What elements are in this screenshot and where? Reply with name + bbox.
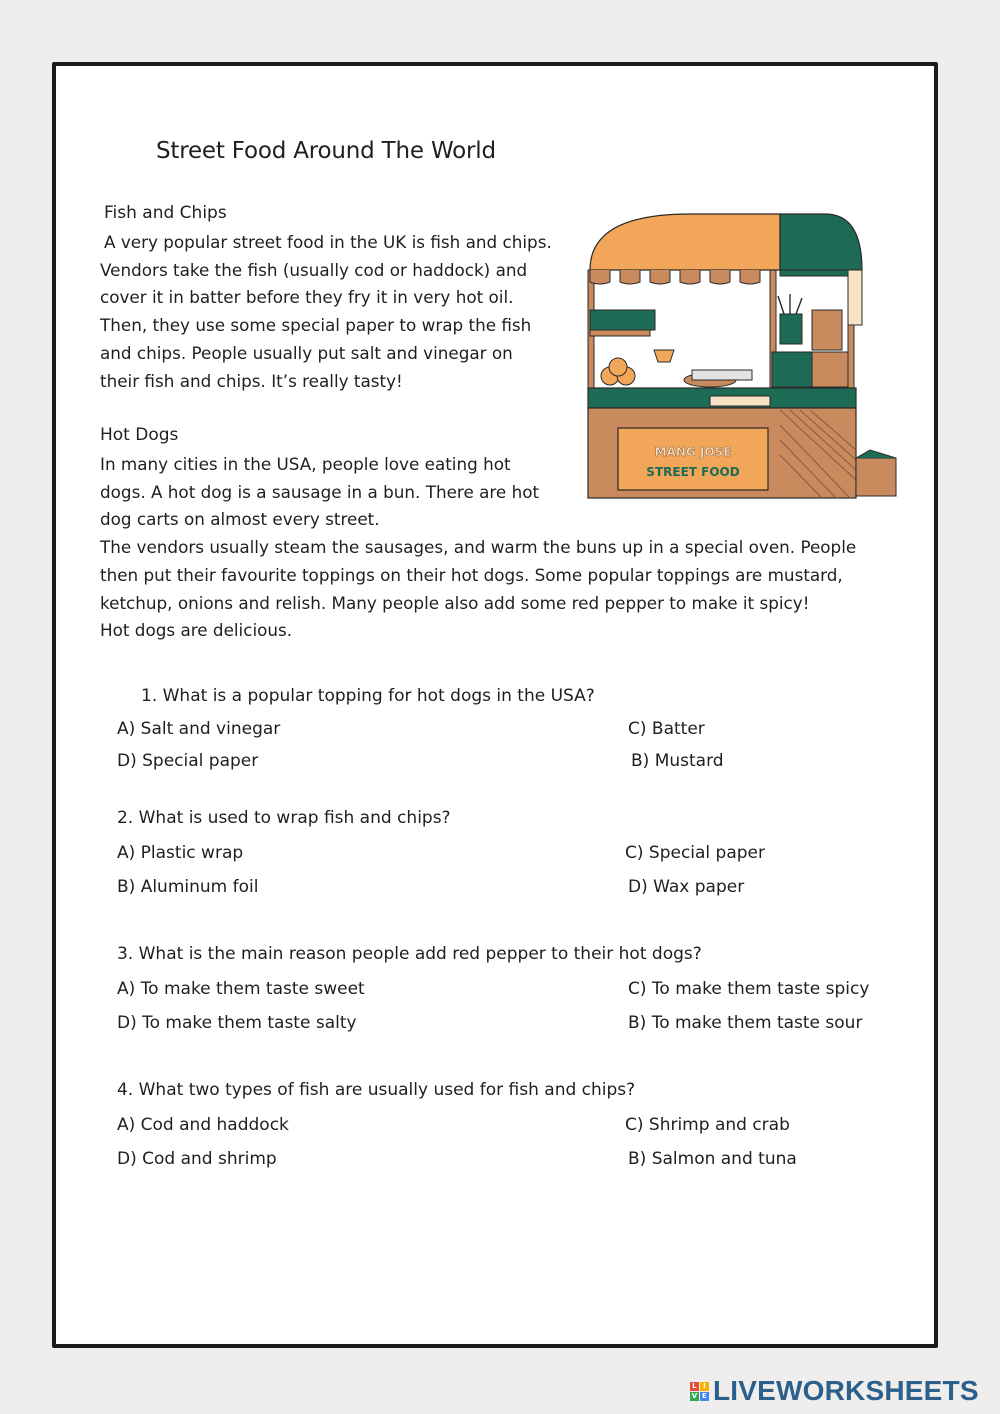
liveworksheets-logo[interactable]	[690, 1376, 979, 1406]
food-tray	[692, 370, 752, 380]
shelf-board	[590, 330, 650, 336]
question-3: 3. What is the main reason people add red pepper to their hot dogs?	[117, 944, 702, 964]
logo-letter: I	[700, 1382, 709, 1391]
container-green	[772, 352, 812, 387]
answer-option[interactable]: D) Special paper	[117, 751, 259, 771]
awning-green	[780, 214, 862, 270]
section-heading-hot-dogs: Hot Dogs	[100, 425, 179, 445]
hanging-basket	[654, 350, 674, 362]
crate	[856, 458, 896, 496]
hanging-menu	[848, 270, 862, 325]
paragraph-line: ketchup, onions and relish. Many people also add some red pepper to make it spicy!	[100, 592, 810, 613]
section-heading-fish-and-chips: Fish and Chips	[104, 203, 227, 223]
answer-option[interactable]: B) Salmon and tuna	[628, 1149, 797, 1169]
paragraph-line: Vendors take the fish (usually cod or haddock) and	[100, 259, 528, 280]
paragraph-line: their fish and chips. It’s really tasty!	[100, 370, 403, 391]
paragraph-line: dogs. A hot dog is a sausage in a bun. There are hot	[100, 481, 540, 502]
answer-option[interactable]: A) To make them taste sweet	[117, 979, 365, 999]
answer-option[interactable]: A) Cod and haddock	[117, 1115, 289, 1135]
street-food-stall-illustration	[580, 210, 900, 520]
stall-sign	[618, 428, 768, 490]
answer-option[interactable]: C) To make them taste spicy	[628, 979, 870, 999]
answer-option[interactable]: D) Cod and shrimp	[117, 1149, 277, 1169]
awning-orange	[590, 214, 780, 270]
fish-and-chips-paragraph	[100, 229, 580, 395]
question-4: 4. What two types of fish are usually used for fish and chips?	[117, 1080, 636, 1100]
logo-letter: E	[700, 1392, 709, 1401]
food-bun	[609, 358, 627, 376]
answer-option[interactable]: B) To make them taste sour	[628, 1013, 863, 1033]
counter-box	[710, 396, 770, 406]
answer-option[interactable]: C) Shrimp and crab	[625, 1115, 790, 1135]
answer-option[interactable]: B) Aluminum foil	[117, 877, 259, 897]
answer-option[interactable]: D) Wax paper	[628, 877, 745, 897]
answer-option[interactable]: B) Mustard	[631, 751, 724, 771]
container-brown	[812, 352, 848, 387]
answer-option[interactable]: A) Plastic wrap	[117, 843, 244, 863]
question-1: 1. What is a popular topping for hot dogs in the USA?	[141, 686, 595, 706]
canister	[812, 310, 842, 350]
sign-text-line1: MANG JOSE	[654, 445, 732, 459]
paragraph-line: In many cities in the USA, people love eating hot	[100, 454, 511, 474]
answer-option[interactable]: A) Salt and vinegar	[117, 719, 281, 739]
answer-option[interactable]: D) To make them taste salty	[117, 1013, 357, 1033]
logo-grid-icon	[690, 1382, 709, 1401]
paragraph-line: The vendors usually steam the sausages, and warm the buns up in a special oven. People	[100, 537, 857, 558]
answer-option[interactable]: C) Batter	[628, 719, 705, 739]
paragraph-line: Hot dogs are delicious.	[100, 620, 293, 641]
paragraph-line: then put their favourite toppings on their hot dogs. Some popular toppings are mustard,	[100, 564, 843, 585]
paragraph-line: Then, they use some special paper to wrap the fish	[100, 315, 532, 336]
brand-name: LIVEWORKSHEETS	[713, 1375, 979, 1406]
paragraph-line: A very popular street food in the UK is fish and chips.	[104, 232, 552, 252]
answer-option[interactable]: C) Special paper	[625, 843, 766, 863]
utensil-jar	[780, 314, 802, 344]
sign-text-line2: STREET FOOD	[646, 465, 740, 479]
paragraph-line: and chips. People usually put salt and vinegar on	[100, 342, 513, 363]
question-2: 2. What is used to wrap fish and chips?	[117, 808, 451, 828]
shelf-green	[590, 310, 655, 330]
paragraph-line: dog carts on almost every street.	[100, 509, 380, 530]
crate-lid	[856, 450, 896, 458]
logo-letter: L	[690, 1382, 699, 1391]
page-title: Street Food Around The World	[156, 138, 496, 164]
paragraph-line: cover it in batter before they fry it in very hot oil.	[100, 287, 514, 308]
logo-letter: V	[691, 1391, 698, 1400]
